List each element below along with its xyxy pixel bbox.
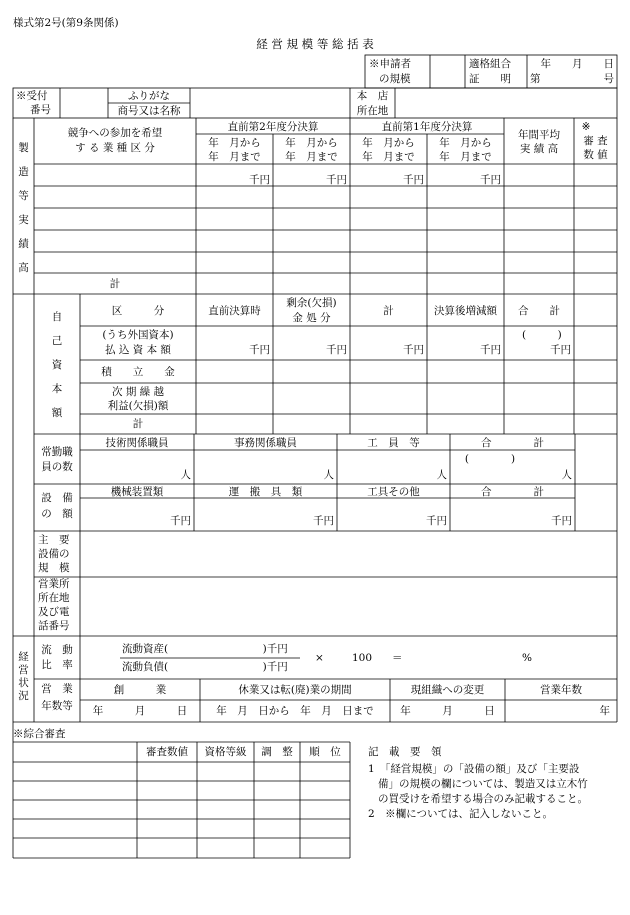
main-equipment-label-3: 規 模 [38, 562, 70, 574]
main-equipment-label: 主 要 [38, 534, 70, 546]
fy1b-unit: 千円 [480, 174, 501, 186]
note-1-line-2: 備」の規模の欄については、製造又は立木竹 [378, 778, 588, 790]
mfg-total-label: 計 [109, 278, 121, 290]
vehicles-header: 運 搬 具 類 [228, 486, 303, 498]
mgmt-side-3: 状 [18, 677, 29, 689]
fy2a-unit: 千円 [249, 174, 270, 186]
paid-capital-unit-5: 千円 [550, 344, 571, 356]
overall-value-header: 審査数値 [146, 746, 188, 758]
equity-category-header: 区 分 [111, 305, 165, 317]
business-years-label-2: 年数等 [41, 700, 73, 712]
equity-side-2: 己 [51, 335, 63, 347]
mfg-side-2: 造 [18, 166, 29, 178]
current-assets-field: 流動資産( )千円 [122, 643, 288, 655]
overall-exam-title: ※綜合審査 [13, 728, 66, 740]
mfg-side-3: 等 [18, 190, 29, 202]
equals-sign: ＝ [392, 652, 403, 664]
equity-after-header: 決算後増減額 [434, 305, 497, 317]
form-number-label: 様式第2号(第9条関係) [13, 17, 119, 29]
fy2b-unit: 千円 [326, 174, 347, 186]
percent-sign: % [522, 652, 532, 664]
office-location-label-4: 話番号 [38, 620, 70, 632]
workers-header: 工 員 等 [367, 437, 420, 449]
foreign-capital-label: (うち外国資本) [102, 329, 174, 341]
current-liabilities-field: 流動負債( )千円 [122, 661, 288, 673]
machinery-header: 機械装置類 [110, 486, 164, 498]
equity-subtotal-header: 計 [383, 305, 394, 317]
employees-sum-unit: 人 [561, 469, 572, 481]
fy2a-from: 年 月から [208, 137, 261, 149]
vehicles-unit: 千円 [313, 515, 334, 527]
equity-side-3: 資 [51, 359, 63, 371]
equity-surplus-header-2: 金 処 分 [292, 312, 331, 324]
office-staff-unit: 人 [323, 469, 334, 481]
suspension-header: 休業又は転(廃)業の期間 [238, 684, 352, 696]
office-location-label: 営業所 [38, 578, 70, 590]
current-ratio-label: 流 動 [41, 644, 73, 656]
equity-side-5: 額 [51, 407, 63, 419]
fy1a-from: 年 月から [362, 137, 415, 149]
annual-average-header: 年間平均 [518, 129, 560, 141]
mfg-side-5: 績 [18, 238, 29, 250]
employees-label-2: 員の数 [41, 461, 73, 473]
reception-number-label-2: 番号 [30, 104, 51, 116]
equity-sum-header: 合 計 [518, 305, 560, 317]
mfg-side-4: 実 [18, 214, 29, 226]
applicant-scale-label: ※申請者 [369, 58, 411, 70]
retained-earnings-label-2: 利益(欠損)額 [107, 400, 169, 412]
fy1b-from: 年 月から [439, 137, 492, 149]
reorganization-header: 現組織への変更 [410, 684, 485, 696]
fy1a-unit: 千円 [403, 174, 424, 186]
equipment-label: 設 備 [41, 492, 73, 504]
paid-capital-foreign-paren: ( ) [522, 329, 562, 341]
paid-capital-unit-3: 千円 [403, 344, 424, 356]
mfg-side-1: 製 [18, 142, 29, 154]
head-office-label: 本 店 [356, 90, 389, 102]
head-office-label-2: 所在地 [356, 105, 389, 117]
machinery-unit: 千円 [170, 515, 191, 527]
reorganization-date: 年 月 日 [400, 705, 495, 717]
equipment-label-2: の 額 [41, 508, 73, 520]
note-2: 2 ※欄については、記入しないこと。 [368, 808, 553, 820]
annual-average-header-2: 実 績 高 [519, 143, 559, 155]
mfg-category-header: 競争への参加を希望 [67, 127, 163, 139]
audit-mark: ※ [581, 121, 591, 133]
suspension-period: 年 月 日から 年 月 日まで [216, 705, 374, 717]
mgmt-side-1: 経 [18, 651, 29, 663]
employees-sum-paren: ( ) [464, 453, 516, 465]
company-name-label: 商号又は名称 [117, 105, 181, 117]
fy1a-to: 年 月まで [362, 151, 415, 163]
workers-unit: 人 [436, 469, 447, 481]
applicant-scale-label-2: の規模 [379, 73, 411, 85]
main-equipment-label-2: 設備の [38, 548, 70, 560]
mfg-category-header-2: す る 業 種 区 分 [75, 142, 155, 154]
mfg-side-6: 高 [18, 262, 29, 274]
current-ratio-label-2: 比 率 [41, 659, 73, 671]
mgmt-side-2: 営 [18, 664, 29, 676]
office-location-label-3: 及び電 [38, 606, 70, 618]
office-staff-header: 事務関係職員 [234, 437, 297, 449]
business-years-unit: 年 [599, 705, 610, 717]
business-years-label: 営 業 [41, 683, 73, 695]
office-location-label-2: 所在地 [38, 592, 70, 604]
multiply-sign: × [315, 652, 324, 664]
hundred-value: 100 [352, 652, 373, 664]
paid-capital-unit-4: 千円 [480, 344, 501, 356]
employees-sum-header: 合 計 [481, 437, 544, 449]
retained-earnings-label: 次 期 繰 越 [111, 386, 164, 398]
overall-rank-header: 順 位 [309, 746, 341, 758]
note-1-line-1: 1 「経営規模」の「設備の額」及び「主要設 [368, 763, 580, 775]
equity-side-4: 本 [51, 383, 63, 395]
reception-number-label: ※受付 [16, 90, 48, 102]
founding-date: 年 月 日 [92, 705, 188, 717]
fy1b-to: 年 月まで [439, 151, 492, 163]
paid-capital-label: 払 込 資 本 額 [105, 344, 171, 356]
audit-value-header: 審 査 [583, 135, 608, 147]
audit-value-header-2: 数 値 [583, 149, 608, 161]
fy1-header: 直前第1年度分決算 [381, 121, 473, 133]
founding-header: 創 業 [113, 684, 167, 696]
paid-capital-unit-1: 千円 [249, 344, 270, 356]
equity-surplus-header: 剰余(欠損) [286, 297, 337, 309]
tools-unit: 千円 [426, 515, 447, 527]
fy2b-to: 年 月まで [285, 151, 338, 163]
cert-number-prefix: 第 [530, 73, 541, 85]
note-1-line-3: の買受けを希望する場合のみ記載すること。 [378, 793, 588, 805]
furigana-label: ふりがな [128, 90, 170, 102]
form-title: 経 営 規 模 等 総 括 表 [256, 37, 374, 51]
cert-number-suffix: 号 [603, 73, 614, 85]
paid-capital-unit-2: 千円 [326, 344, 347, 356]
reserve-label: 積 立 金 [101, 366, 175, 378]
tech-staff-header: 技術関係職員 [105, 437, 169, 449]
equipment-sum-unit: 千円 [551, 515, 572, 527]
fy2-header: 直前第2年度分決算 [227, 121, 319, 133]
business-years-header: 営業年数 [540, 684, 582, 696]
fy2b-from: 年 月から [285, 137, 338, 149]
fy2a-to: 年 月まで [208, 151, 261, 163]
overall-grade-header: 資格等級 [204, 746, 247, 758]
overall-adjust-header: 調 整 [261, 746, 293, 758]
equipment-sum-header: 合 計 [481, 486, 544, 498]
equity-side-1: 自 [51, 311, 63, 323]
cert-date: 年 月 日 [540, 58, 614, 70]
employees-label: 常勤職 [41, 446, 73, 458]
cooperative-cert-label-2: 証 明 [469, 73, 511, 85]
cooperative-cert-label: 適格組合 [469, 58, 511, 70]
mgmt-side-4: 況 [18, 690, 29, 702]
equity-total-label: 計 [132, 418, 144, 430]
notes-title: 記 載 要 領 [368, 746, 442, 758]
equity-prev-header: 直前決算時 [208, 305, 261, 317]
tech-staff-unit: 人 [180, 469, 191, 481]
tools-header: 工具その他 [367, 486, 420, 498]
